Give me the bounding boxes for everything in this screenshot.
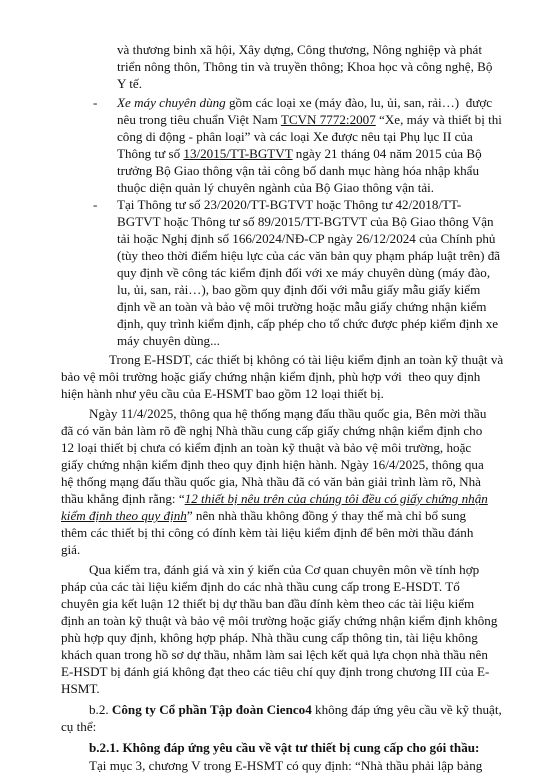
text-line: thêm các thiết bị thi công có đính kèm tài liệu kiểm định để bên mời thầu đánh bbox=[61, 525, 474, 540]
text-line: bảo vệ môi trường hoặc giấy chứng nhận kiểm định, phù hợp với theo quy định bbox=[61, 369, 481, 384]
text-span: ” nên nhà thầu không đồng ý thay thế mà chỉ bổ sung bbox=[186, 508, 467, 523]
text-span: b.2. bbox=[89, 702, 112, 717]
text-span: không đáp ứng yêu cầu về kỹ thuật, bbox=[311, 702, 502, 717]
text-line: E-HSDT bị đánh giá không đạt theo các tiêu chí quy định trong chương III của E- bbox=[61, 664, 490, 679]
company-name: Công ty Cổ phần Tập đoàn Cienco4 bbox=[111, 702, 312, 717]
text-line: định về an toàn và bảo vệ môi trường hoặc mẫu giấy chứng nhận kiểm bbox=[117, 299, 487, 314]
text-line: Trong E-HSDT, các thiết bị không có tài liệu kiểm định an toàn kỹ thuật và bbox=[109, 352, 504, 367]
text-line: định an toàn kỹ thuật và bảo vệ môi trường hoặc giấy chứng nhận kiểm định không bbox=[61, 613, 498, 628]
text-line: quy định về công tác kiểm định đối với xe máy chuyên dùng (máy đào, bbox=[117, 265, 491, 280]
text-line: công di động - phân loại” và các loại Xe được nêu tại Phụ lục II của bbox=[117, 129, 473, 144]
text-span: nêu trong tiêu chuẩn Việt Nam bbox=[117, 112, 281, 127]
text-span: “Xe, máy và thiết bị thi bbox=[375, 112, 502, 127]
text-line bbox=[89, 702, 502, 719]
quoted-statement: 12 thiết bị nêu trên của chúng tôi đều có giấy chứng nhận bbox=[184, 491, 488, 506]
bullet-marker: - bbox=[93, 197, 98, 212]
text-line: tải hoặc Nghị định số 166/2024/NĐ-CP ngày 26/12/2024 của Chính phủ bbox=[117, 231, 496, 246]
tcvn-reference: TCVN 7772:2007 bbox=[280, 112, 376, 127]
text-line: Ngày 11/4/2025, thông qua hệ thống mạng đấu thầu quốc gia, Bên mời thầu bbox=[89, 406, 487, 421]
text-span: gồm các loại xe (máy đào, lu, ủi, san, rải…) được bbox=[225, 95, 493, 110]
text-line: BGTVT hoặc Thông tư số 89/2015/TT-BGTVT của Bộ Giao thông Vận bbox=[117, 214, 494, 229]
text-span: thầu khẳng định rằng: “ bbox=[61, 491, 185, 506]
term-xe-may-chuyen-dung: Xe máy chuyên dùng bbox=[117, 95, 226, 110]
text-line: Tại mục 3, chương V trong E-HSMT có quy định: “Nhà thầu phải lập bảng bbox=[89, 758, 483, 773]
text-line: Tại Thông tư số 23/2020/TT-BGTVT hoặc Thông tư 42/2018/TT- bbox=[117, 197, 462, 212]
text-line: giá. bbox=[61, 542, 81, 557]
text-line bbox=[61, 491, 488, 508]
text-line: pháp của các tài liệu kiểm định do các nhà thầu cung cấp trong E-HSDT. Tổ bbox=[61, 579, 460, 594]
text-line: 12 loại thiết bị chưa có kiểm định an toàn kỹ thuật và bảo vệ môi trường, hoặc bbox=[61, 440, 472, 455]
text-line: giấy chứng nhận kiểm định theo quy định hiện hành. Ngày 16/4/2025, thông qua bbox=[61, 457, 484, 472]
text-line bbox=[117, 112, 502, 129]
text-span: ngày 21 tháng 04 năm 2015 của Bộ bbox=[292, 146, 482, 161]
quoted-statement: kiểm định theo quy định bbox=[61, 508, 187, 523]
text-line: Qua kiểm tra, đánh giá và xin ý kiến của Cơ quan chuyên môn về tính hợp bbox=[89, 562, 480, 577]
bullet-marker: - bbox=[93, 95, 98, 110]
text-line: và thương binh xã hội, Xây dựng, Công thương, Nông nghiệp và phát bbox=[117, 42, 482, 57]
text-line bbox=[61, 508, 466, 525]
text-line bbox=[117, 95, 492, 112]
text-span: Thông tư số bbox=[117, 146, 184, 161]
text-line: Y tế. bbox=[117, 76, 142, 91]
text-line: cụ thể: bbox=[61, 719, 97, 734]
text-line: chuyên gia kết luận 12 thiết bị dự thầu ban đầu đính kèm theo các tài liệu kiểm bbox=[61, 596, 475, 611]
text-line: đã có văn bản làm rõ đề nghị Nhà thầu cung cấp giấy chứng nhận kiểm định cho bbox=[61, 423, 483, 438]
text-line: trưởng Bộ Giao thông vận tải công bố danh mục hàng hóa nhập khẩu bbox=[117, 163, 480, 178]
text-line: HSMT. bbox=[61, 681, 100, 696]
section-heading: b.2.1. Không đáp ứng yêu cầu về vật tư thiết bị cung cấp cho gói thầu: bbox=[89, 740, 480, 755]
text-line: thuộc diện quản lý chuyên ngành của Bộ Giao thông vận tải. bbox=[117, 180, 435, 195]
text-line: hiện hành như yêu cầu của E-HSMT bao gồm 12 loại thiết bị. bbox=[61, 386, 384, 401]
text-line: lu, ủi, san, rải…), bao gồm quy định đối với mẫu giấy mẫu giấy kiểm bbox=[117, 282, 481, 297]
text-line: máy chuyên dùng... bbox=[117, 333, 220, 348]
text-line bbox=[117, 146, 482, 163]
text-line: định, quy trình kiểm định, cấp phép cho tổ chức được phép kiểm định xe bbox=[117, 316, 499, 331]
text-line: phù hợp quy định, không hợp pháp. Nhà thầu cung cấp thông tin, tài liệu không bbox=[61, 630, 478, 645]
text-line: (tùy theo thời điểm hiệu lực của các văn bản quy phạm pháp luật trên) đã bbox=[117, 248, 501, 263]
circular-reference: 13/2015/TT-BGTVT bbox=[183, 146, 293, 161]
text-line: khách quan trong hồ sơ dự thầu, nhằm làm sai lệch kết quả lựa chọn nhà thầu nên bbox=[61, 647, 488, 662]
text-line: triển nông thôn, Thông tin và truyền thông; Khoa học và công nghệ, Bộ bbox=[117, 59, 493, 74]
text-line: hệ thống mạng đấu thầu quốc gia, Nhà thầu đã có văn bản giải trình làm rõ, Nhà bbox=[61, 474, 481, 489]
